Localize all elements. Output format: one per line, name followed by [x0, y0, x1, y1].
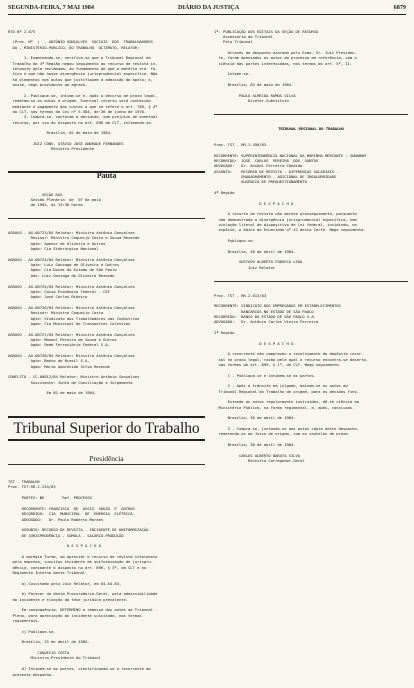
text-line: do incidente e fixação da tese jurídica prevalente. [8, 596, 129, 602]
text-line: a) Suscitado pelo Juiz Relator, em 04.04.84, [8, 580, 122, 586]
text-line: há elementos nos autos que justifiquem a admissão do apelo; e, [8, 76, 153, 82]
text-line: Brasília, 25 de abril de 1984. [8, 639, 90, 645]
text-line: D E S P A C H O [8, 543, 101, 549]
text-line: Brasília, 03 de maio de 1984. [214, 82, 294, 88]
text-line: Agdo: Cia Docas do Estado de São Paulo [8, 267, 117, 273]
text-line: PARTES: NE Ref. PROCESSO [8, 495, 92, 501]
text-line: AGRAVO - AG-00723/84 Relator: Ministro Antônio Gonçalves [8, 230, 135, 236]
text-line: 1 - Publique-se e intimem-se as partes. [214, 372, 316, 378]
text-line: Trabalho da 4ª Região negou seguimento ao recurso de revista in- [8, 60, 158, 66]
text-line: (Proc. Nº ) - ANTÔNIO GONÇALVES SOCIAIS DOS TRABALHADORES [8, 39, 153, 45]
text-line: terposto pela reclamada, ao fundamento de que a matéria era fá- [8, 66, 158, 72]
text-line: Ministro Corregedor-Geral [214, 458, 305, 464]
text-line: Agte: Manoel Pereira de Souza e Outros [8, 336, 117, 342]
text-line: AUSÊNCIA DE PREQUESTIONAMENTO [214, 179, 307, 185]
text-line: Juiz Relator [214, 264, 276, 270]
text-line: ADVOGADO: Dr. Aníbal Ferreira Cândido [214, 163, 303, 169]
text-line: Ministro-Presidente [8, 146, 95, 152]
text-line: Diretor-Substituto [214, 98, 289, 104]
text-line: Agte: Banco do Brasil S.A. [8, 358, 90, 364]
text-line: d) Intimem-se as partes, cientificando-se o recorrente do [8, 666, 151, 672]
text-line: ASSUNTO: RECURSO DE REVISTA - DIFERENÇAS SALARIAIS - [214, 168, 339, 174]
text-line: Pelo Tribunal [214, 39, 253, 45]
page-header [8, 2, 406, 15]
text-line: ENQUADRAMENTO - ADICIONAL DE INSALUBRIDADE [214, 173, 337, 179]
text-line: Revisor: Ministro Coqueijo Costa [8, 310, 104, 316]
text-line: assim, nego provimento ao agravo. [8, 82, 88, 88]
secretaria-heading: TRIBUNAL REGIONAL DO TRABALHO [278, 125, 344, 131]
text-line: Revisor: Ministro Coqueijo Costa e Souza Rezende [8, 235, 140, 241]
text-line: Agdo: Maria Aparecida Silva Rezende [8, 363, 110, 369]
text-line: D E S P A C H O [214, 340, 294, 346]
text-line: c) Publique-se. [8, 628, 56, 634]
text-line: Regimento Interno deste Tribunal. [8, 569, 88, 575]
text-line: AGRAVO - AG-00724/84 Relator: Ministro Antônio Gonçalves [8, 256, 135, 262]
text-line: Em 02 de maio de 1984. [8, 390, 97, 396]
text-line: Brasília, 02 de maio de 1984. [8, 130, 113, 136]
text-line: Intime-se. [214, 71, 251, 77]
text-line: Agte: Agenor de Oliveira e Outros [8, 240, 106, 246]
text-line: 2. Publique-se, intime-se e, após o decurso de prazo legal, [8, 92, 158, 98]
text-line: Brasília, 30 de abril de 1984. [214, 415, 296, 421]
text-line: ASSUNTO: RECURSO DE REVISTA - INCIDENTE DE UNIFORMIZAÇÃO [8, 527, 149, 533]
text-line: Agte: Sindicato dos Trabalhadores nas Indústrias [8, 315, 140, 321]
text-line: A egrégia Turma, ao apreciar o recurso de revista interposto [8, 553, 158, 559]
text-line: ADVOGADO: Dr. Paulo Roberto Moraes [8, 516, 104, 522]
right-top-text [214, 29, 408, 104]
text-line: 3. Cumpra-se, conforme o decidido, sem prejuízo de eventual [8, 114, 158, 120]
text-line: RECORRIDO: BANCO DO ESTADO DE SÃO PAULO S.A. [214, 313, 316, 319]
text-line: 1. Examinando-se, verifica-se que o Tribunal Regional do [8, 55, 151, 61]
text-line: CARLOS ALBERTO BARATA SILVA [214, 452, 301, 458]
text-line: Suscitante: Junta de Conciliação e Julgamento [8, 379, 133, 385]
right-divider [214, 114, 408, 115]
text-line: Assessoria do Tribunal [214, 34, 273, 40]
text-line: AGRAVO - AG-00726/84 Relator: Ministro Antônio Gonçalves [8, 304, 135, 310]
text-line: recurso, por via do disposto no art. 896 da CLT, intimando-se. [8, 119, 153, 125]
pauta-heading: Pauta [8, 171, 205, 178]
text-line: te, foram apensados os autos do processo em referência, com a [214, 55, 357, 61]
right-column [214, 18, 408, 496]
text-line: AGRAVO - AG-00728/84 Relator: Ministro Antônio Gonçalves [8, 352, 135, 358]
text-line: Agte: Luiz Gonzaga de Oliveira e Outros [8, 262, 119, 268]
text-line: PAULO ALMEIDA RAMOS SILVA [214, 92, 296, 98]
text-line: espécie, o óbice do Enunciado nº 42 desta Corte. Nego seguimento. [214, 227, 366, 233]
text-line: Proc. TST-RR-1.234/83 [8, 484, 56, 490]
text-line: Sessão Plenária de 07 de maio [8, 197, 101, 202]
text-line: Publique-se. [214, 238, 255, 244]
pauta-meta [8, 192, 205, 208]
left-top-text [8, 29, 205, 152]
text-line: RTO Nº 2.875 [8, 28, 36, 34]
text-line: Proc. TST - RR-2.013/83 [214, 292, 267, 298]
text-line: RECORRIDO: CIA MUNICIPAL DE ENERGIA ELÉTRICA [8, 511, 133, 517]
tst-title: Tribunal Superior do Trabalho [8, 416, 205, 441]
text-line: A recorrente não comprovou o recolhimento do depósito recur- [214, 351, 364, 357]
text-line: 3 - Cumpra-se, juntando-se aos autos cópia deste despacho, [214, 426, 359, 432]
header-date: SEGUNDA-FEIRA, 7 MAI 1984 [8, 4, 94, 11]
text-line: RECORRENTE: SINDICATO DOS EMPREGADOS EM ESTABELECIMENTOS [214, 303, 341, 309]
text-line: ADVOGADO: Dr. Antônio Carlos Vieira Ferreira [214, 319, 319, 325]
text-line: O recurso de revista não merece prosseguimento, porquanto [214, 211, 357, 217]
text-line: Brasília, 30 de abril de 1984. [214, 248, 296, 254]
text-line: Através do despacho exarado pelo Exmo. Sr. Juiz Presiden- [214, 50, 357, 56]
text-line: CONFLITO - CC-00012/84 Relator: Ministro Antônio Gonçalves [8, 374, 140, 380]
text-line: Adv: Luiz Gonzaga de Oliveira Rezende [8, 272, 115, 278]
text-line: nos termos do art. 899, § 1º, da CLT. Nego seguimento. [214, 362, 341, 367]
text-line: Agdo: Cia Siderúrgica Nacional [8, 246, 99, 252]
text-line: violação literal de dispositivo de lei federal, incidindo, na [214, 222, 357, 228]
text-line: AGRAVO - AG-00725/84 Relator: Ministro Antônio Gonçalves [8, 283, 135, 289]
text-line: Ministro-Presidente do Tribunal [8, 655, 101, 661]
text-line: remetendo-se ao Juízo de origem, com as cautelas de praxe. [214, 431, 350, 437]
text-line: da CLT, nos termos da Lei nº 5.584, de 26 de junho de 1970. [8, 108, 147, 114]
header-journal: DIÁRIO DA JUSTIÇA [178, 4, 240, 11]
text-line: DE JURISPRUDÊNCIA - SÚMULA - SALÁRIO-PRODUÇÃO [8, 532, 124, 538]
text-line: Agdo: Cia Municipal de Transportes Coletivos [8, 320, 131, 326]
pauta-items [8, 230, 205, 396]
text-line: 2ª Região [214, 329, 235, 335]
text-line: DA , MINISTÉRIO-PÚBLICO, DO TRABALHO ULTIMATO, RELATOR: [8, 44, 140, 50]
text-line: COQUEIJO COSTA [8, 650, 70, 656]
text-line: tica e que não houve divergência jurisprudencial específica. Não [8, 71, 158, 77]
text-line: Tribunal Regional do Trabalho de origem, para os devidos fins. [214, 388, 359, 394]
text-line: Agdo: José Carlos Ribeiro [8, 294, 88, 300]
text-line: 1ª. PUBLICAÇÃO DOS EDITAIS DA SEÇÃO DE RECURSO [214, 28, 319, 34]
text-line: mediante o pagamento das custas a que se refere o art. 789, § 4º [8, 103, 158, 109]
text-line: b) Parecer da douta Procuradoria-Geral, pela admissibilidade [8, 591, 158, 597]
text-line: RECORRENTE: FRANCISCO DE ASSIS SOUZA E OUTROS [8, 505, 135, 511]
text-line: Estando os autos regularmente instruídos, dê-se ciência ao [214, 399, 359, 405]
text-line: Agdo: Rede Ferroviária Federal S.A. [8, 342, 110, 348]
text-line: 2 - Após o trânsito em julgado, baixem-se os autos ao [214, 383, 348, 389]
text-line: Proc. TST - RR-1.456/83 [214, 141, 267, 147]
text-line: sal no prazo legal, razão pela qual o recurso encontra-se deserto, [214, 356, 368, 362]
text-line: RECORRENTE: SUPERINTENDÊNCIA NACIONAL DA MARINHA MERCANTE - SUNAMAM [214, 152, 366, 158]
pauta-divider [8, 218, 205, 219]
text-line: Em consequência, DETERMINO a remessa dos autos ao Tribunal [8, 607, 153, 613]
text-line: pela empresa, suscitou incidente de uniformização de jurispru- [8, 559, 153, 565]
header-page-number: 6879 [393, 4, 406, 11]
text-line: SEÇÃO DAS [8, 191, 63, 197]
text-line: D E S P A C H O [214, 200, 294, 206]
text-line: TST - TRABALHO [8, 479, 40, 485]
text-line: BANCÁRIOS NO ESTADO DE SÃO PAULO [214, 308, 314, 314]
text-line: de 1984, às 13:30 horas [8, 202, 83, 208]
despacho-text [8, 479, 205, 677]
secretaria-text [214, 142, 408, 270]
text-line: presente despacho. [8, 671, 54, 677]
left-column [8, 18, 205, 677]
text-line: RECORRIDO: JOSÉ CARLOS PEREIRA DOS SANTOS [214, 157, 319, 163]
text-line: AGRAVO - AG-00727/84 Relator: Ministro Antônio Gonçalves [8, 331, 135, 337]
second-block-text [214, 293, 408, 464]
text-line: JUIZ CONV. OTÁVIO JOSÉ ANDRADE FERNANDES [8, 140, 124, 146]
right-divider-2 [214, 281, 408, 282]
text-line: GUSTAVO ALBERTO FONSECA LEÃO [214, 259, 303, 265]
presidencia-heading: Presidência [8, 454, 205, 465]
text-line: dência, consoante o disposto no art. 896, § 3º, da CLT e no [8, 564, 147, 570]
text-line: ciência das partes interessadas, nos termos do art. 5º, II. [214, 60, 353, 66]
text-line: 4ª Região [214, 190, 235, 195]
text-line: não demonstrada a divergência jurisprudencial específica, nem [214, 216, 357, 222]
text-line: regimentais. [8, 618, 40, 624]
text-line: Agte: Caixa Econômica Federal - CEF [8, 288, 110, 294]
text-line: Brasília, 30 de abril de 1984. [214, 442, 296, 448]
text-line: Pleno, para apreciação do incidente suscitado, nos termos [8, 612, 142, 618]
text-line: Ministério Público, na forma regimental, e, após, conclusos. [214, 404, 355, 410]
text-line: remetam-se os autos à origem. Eventual recurso será conhecido [8, 98, 151, 104]
